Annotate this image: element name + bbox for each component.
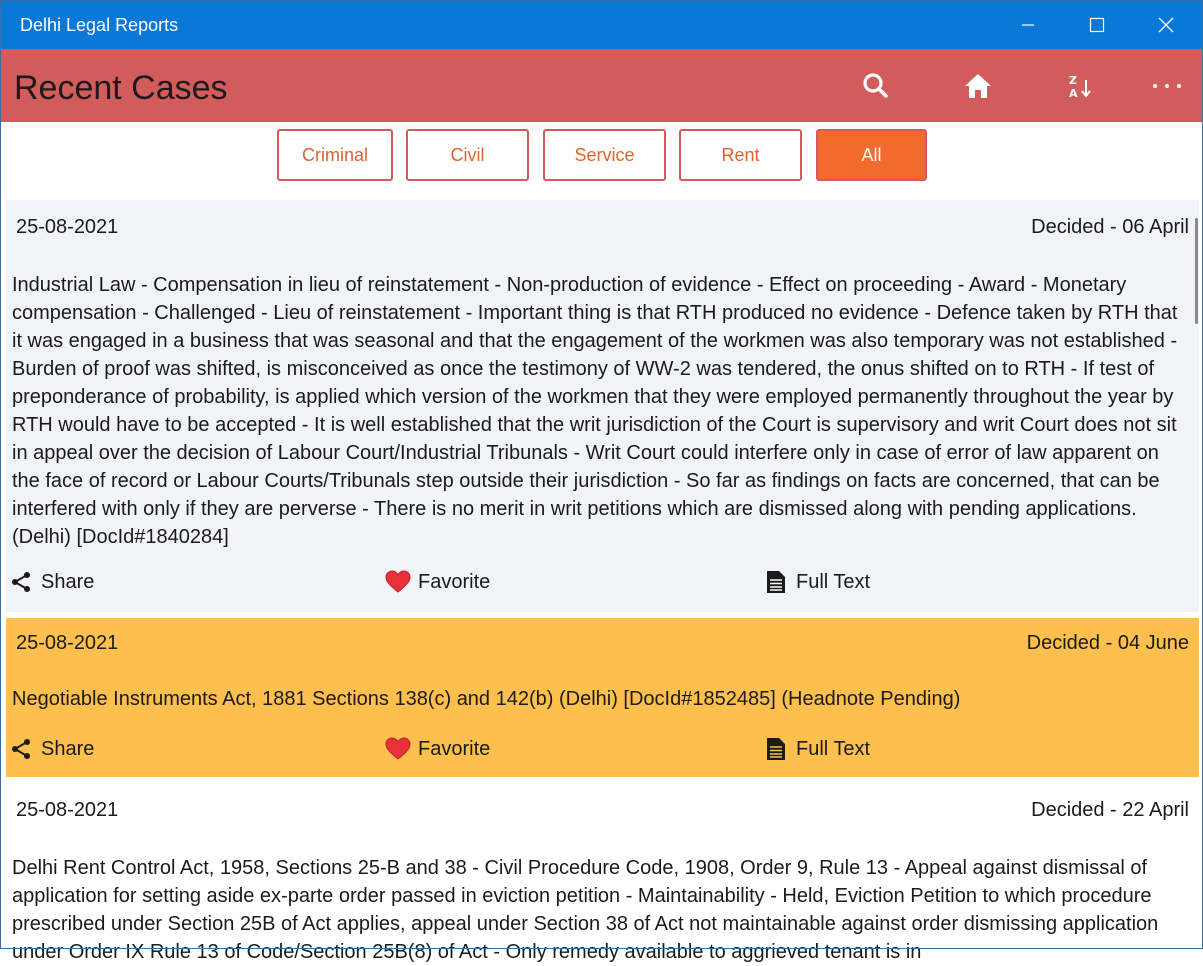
favorite-label: Favorite [418,570,491,593]
case-card-selected[interactable] [6,618,1199,777]
page-title: Recent Cases [14,69,228,107]
minimize-button[interactable] [1005,0,1051,49]
window-titlebar [0,0,1203,49]
filter-civil-button[interactable]: Civil [406,129,529,181]
minimize-icon [1022,19,1034,31]
favorite-label: Favorite [418,737,491,760]
share-label: Share [41,570,95,593]
category-filter-bar [0,122,1203,194]
sort-button[interactable] [1055,61,1105,111]
favorite-button[interactable] [385,565,490,599]
case-decided-date: Decided - 22 April [1031,799,1189,821]
more-button[interactable] [1142,61,1192,111]
full-text-label: Full Text [796,737,871,760]
case-list[interactable] [0,196,1203,963]
document-icon [763,736,789,762]
filter-service-button[interactable]: Service [543,129,666,181]
case-date: 25-08-2021 [16,799,119,821]
close-button[interactable] [1143,0,1189,49]
case-headnote: Negotiable Instruments Act, 1881 Sections 138(c) and 142(b) (Delhi) [DocId#1852485] (Headnote Pending) [12,688,961,710]
filter-all-button[interactable]: All [816,129,927,181]
document-icon [763,569,789,595]
scrollbar-thumb[interactable] [1195,218,1198,324]
sort-za-icon [1066,72,1094,100]
svg-text:Z: Z [1069,74,1077,87]
case-headnote: Delhi Rent Control Act, 1958, Sections 25-B and 38 - Civil Procedure Code, 1908, Order 9, Rule 13 - Appeal against dismissal of application for setting aside ex-parte order passed in eviction petition - Maintainability - Held, Eviction Petition to which procedure prescribed under Section 25B of Act applies, appeal under Section 38 of Act not maintainable against order dismissing application under Order IX Rule 13 of Code/Section 25B(8) of Act - Only remedy available to aggrieved tenant is in [12,857,1159,963]
share-icon [8,569,34,595]
favorite-button[interactable] [385,732,490,766]
full-text-label: Full Text [796,570,871,593]
search-icon [862,72,890,100]
search-button[interactable] [851,61,901,111]
app-bar [0,49,1203,122]
case-decided-date: Decided - 06 April [1031,216,1189,238]
case-actions [6,565,1199,599]
home-icon [963,72,993,100]
share-label: Share [41,737,95,760]
full-text-button[interactable] [763,732,870,766]
window-title: Delhi Legal Reports [20,15,179,35]
heart-icon [385,569,411,595]
filter-criminal-button[interactable]: Criminal [277,129,393,181]
maximize-icon [1090,18,1104,32]
more-icon [1151,81,1183,91]
heart-icon [385,736,411,762]
case-date: 25-08-2021 [16,216,119,238]
share-icon [8,736,34,762]
filter-rent-button[interactable]: Rent [679,129,802,181]
close-icon [1159,18,1173,32]
case-card[interactable] [6,200,1199,612]
share-button[interactable] [8,565,94,599]
case-decided-date: Decided - 04 June [1026,632,1189,654]
case-headnote: Industrial Law - Compensation in lieu of reinstatement - Non-production of evidence - Effect on proceeding - Award - Monetary compensation - Challenged - Lieu of reinstatement - Important thing is that RTH produced no evidence - Defence taken by RTH that it was engaged in a business that was seasonal and that the engagement of the workmen was also temporary was not established - Burden of proof was shifted, is misconceived as once the testimony of WW-2 was tendered, the onus shifted on to RTH - If test of preponderance of probability, is applied which version of the workmen that they were employed permanently throughout the year by RTH would have to be accepted - It is well established that the writ jurisdiction of the Court is supervisory and writ Court does not sit in appeal over the decision of Labour Court/Industrial Tribunals - Writ Court could interfere only in case of error of law apparent on the face of record or Labour Courts/Tribunals step outside their jurisdiction - So far as findings on facts are concerned, that can be interfered with only if they are perverse - There is no merit in writ petitions which are dismissed along with pending applications. (Delhi) [DocId#1840284] [12,274,1178,548]
full-text-button[interactable] [763,565,870,599]
case-card[interactable] [6,785,1199,963]
share-button[interactable] [8,732,94,766]
case-date: 25-08-2021 [16,632,119,654]
svg-text:A: A [1069,87,1078,100]
home-button[interactable] [953,61,1003,111]
case-actions [6,732,1199,766]
maximize-button[interactable] [1074,0,1120,49]
